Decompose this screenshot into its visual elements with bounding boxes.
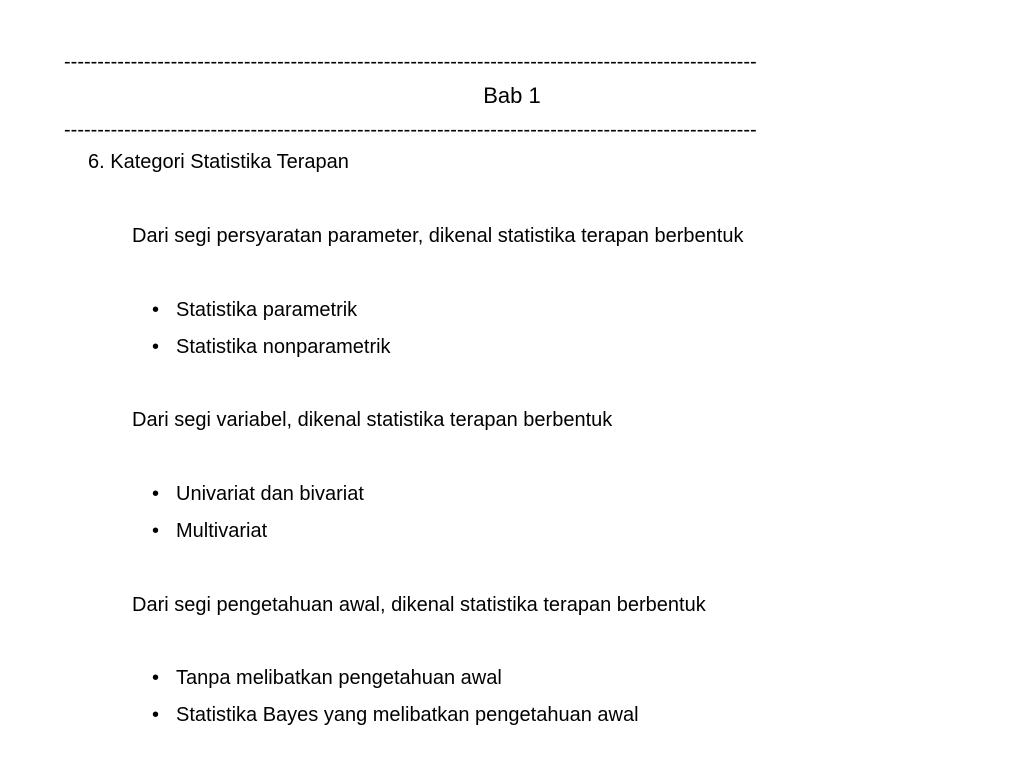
list-item-label: Multivariat: [176, 520, 268, 542]
list-item: [152, 518, 267, 544]
slide-title: Bab 1: [483, 83, 541, 108]
group-intro: Dari segi pengetahuan awal, dikenal statistika terapan berbentuk: [132, 594, 706, 616]
bottom-divider: --------------------------------------------------------------------------------------------------------: [64, 119, 757, 141]
section-heading: 6. Kategori Statistika Terapan: [88, 151, 349, 173]
list-item-label: Statistika Bayes yang melibatkan pengetahuan awal: [176, 704, 639, 726]
list-item-label: Statistika parametrik: [176, 299, 358, 321]
bullet-icon: •: [152, 483, 160, 505]
bullet-icon: •: [152, 336, 160, 358]
top-divider: --------------------------------------------------------------------------------------------------------: [64, 51, 757, 73]
list-item: [152, 297, 357, 323]
bullet-icon: •: [152, 667, 160, 689]
group-intro: Dari segi persyaratan parameter, dikenal statistika terapan berbentuk: [132, 225, 744, 247]
group-intro: Dari segi variabel, dikenal statistika terapan berbentuk: [132, 409, 613, 431]
bullet-icon: •: [152, 520, 160, 542]
list-item-label: Univariat dan bivariat: [176, 483, 364, 505]
list-item-label: Statistika nonparametrik: [176, 336, 391, 358]
list-item: [152, 334, 391, 360]
list-item: [152, 481, 364, 507]
bullet-icon: •: [152, 299, 160, 321]
list-item: [152, 702, 639, 728]
bullet-icon: •: [152, 704, 160, 726]
list-item-label: Tanpa melibatkan pengetahuan awal: [176, 667, 502, 689]
list-item: [152, 665, 502, 691]
